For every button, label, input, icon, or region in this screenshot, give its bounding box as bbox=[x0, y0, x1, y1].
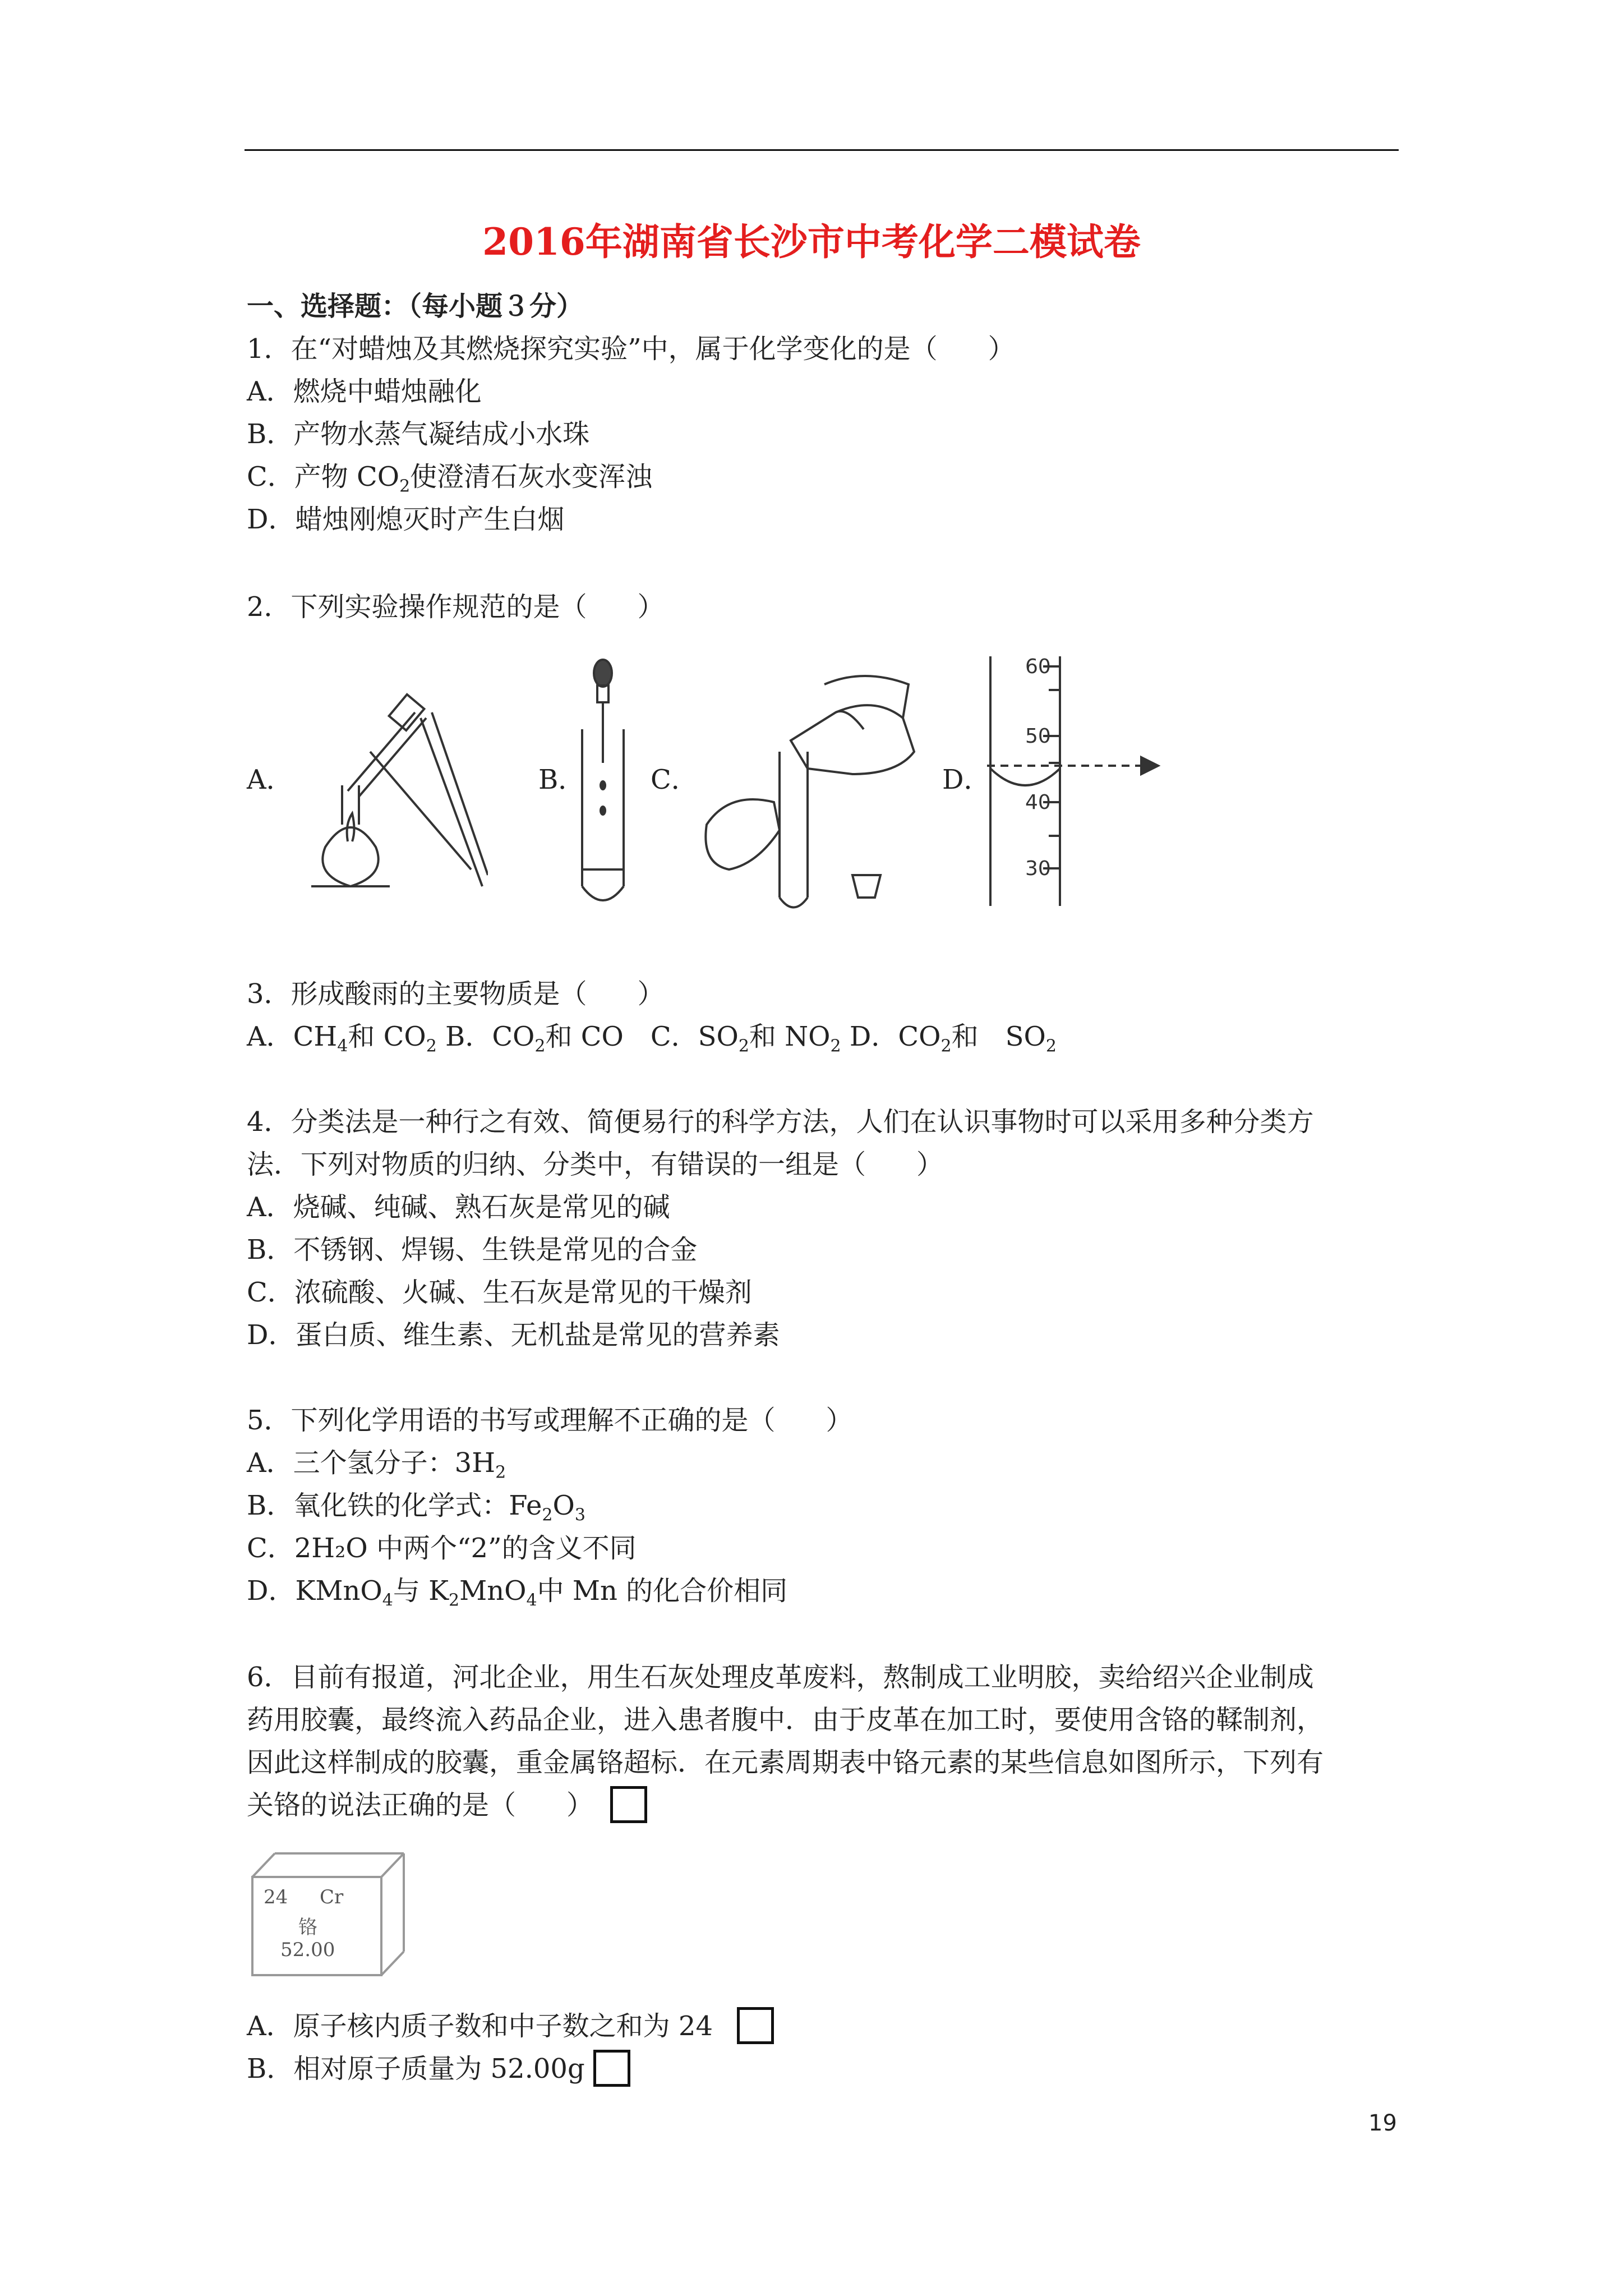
element-atomic-mass: 52.00 bbox=[280, 1939, 335, 1961]
question-6-stem-line-4: 关铬的说法正确的是（ ） bbox=[247, 1789, 594, 1821]
question-5-option-a: A．三个氢分子：$3H_2$ bbox=[247, 1447, 506, 1483]
question-1-option-c: C．产物 $CO_2$使澄清石灰水变浑浊 bbox=[247, 461, 653, 496]
question-6-stem-line-3: 因此这样制成的胶囊，重金属铬超标．在元素周期表中铬元素的某些信息如图所示，下列有 bbox=[247, 1747, 1324, 1778]
pouring-liquid-figure bbox=[695, 662, 920, 914]
question-2-label-b: B． bbox=[538, 764, 585, 795]
cylinder-tick-60: 60 bbox=[1025, 655, 1051, 678]
header-rule bbox=[245, 149, 1399, 151]
heating-test-tube-figure bbox=[303, 679, 488, 898]
question-3-stem: 3．形成酸雨的主要物质是（ ） bbox=[247, 978, 665, 1010]
page-number: 19 bbox=[1368, 2110, 1397, 2136]
section-heading: 一、选择题：（每小题３分） bbox=[247, 291, 584, 322]
question-6-option-a: A．原子核内质子数和中子数之和为 24 bbox=[247, 2010, 713, 2042]
question-2-stem: 2．下列实验操作规范的是（ ） bbox=[247, 591, 665, 623]
element-symbol: Cr bbox=[320, 1886, 344, 1908]
question-4-option-d: D．蛋白质、维生素、无机盐是常见的营养素 bbox=[247, 1319, 780, 1351]
question-4-stem-line-1: 4．分类法是一种行之有效、简便易行的科学方法，人们在认识事物时可以采用多种分类方 bbox=[247, 1106, 1314, 1138]
question-1-option-b: B．产物水蒸气凝结成小水珠 bbox=[247, 418, 590, 450]
element-atomic-number: 24 bbox=[264, 1886, 288, 1908]
question-2-label-a: A． bbox=[247, 764, 293, 795]
graduated-cylinder-figure bbox=[987, 651, 1172, 909]
question-1-stem: 1．在“对蜡烛及其燃烧探究实验”中，属于化学变化的是（ ） bbox=[247, 333, 1015, 365]
question-2-label-d: D． bbox=[942, 764, 991, 795]
cylinder-tick-50: 50 bbox=[1025, 725, 1051, 748]
question-5-option-b: B．氧化铁的化学式：$Fe_2O_3$ bbox=[247, 1490, 585, 1525]
question-1-option-d: D．蜡烛刚熄灭时产生白烟 bbox=[247, 504, 565, 535]
cylinder-tick-40: 40 bbox=[1025, 791, 1051, 814]
question-4-option-c: C．浓硫酸、火碱、生石灰是常见的干燥剂 bbox=[247, 1277, 752, 1308]
question-3-options: A．$CH_4$和 $CO_2$ B．$CO_2$和 CO C．$SO_2$和 $NO_2$ D．$CO_2$和 $SO_2$ bbox=[247, 1021, 1057, 1056]
dropper-test-tube-figure bbox=[572, 651, 634, 909]
question-6-option-b: B．相对原子质量为 52.00g bbox=[247, 2053, 585, 2085]
question-5-option-d: D．KMnO$_4$与 $K_2MnO_4$中 Mn 的化合价相同 bbox=[247, 1575, 788, 1611]
page-title: 2016年湖南省长沙市中考化学二模试卷 bbox=[482, 220, 1141, 264]
question-6-stem-line-1: 6．目前有报道，河北企业，用生石灰处理皮革废料，熬制成工业明胶，卖给绍兴企业制成 bbox=[247, 1662, 1314, 1693]
cylinder-tick-30: 30 bbox=[1025, 857, 1051, 880]
question-4-option-b: B．不锈钢、焊锡、生铁是常见的合金 bbox=[247, 1234, 698, 1266]
question-5-option-c: C．2H₂O 中两个“2”的含义不同 bbox=[247, 1533, 637, 1564]
answer-checkbox[interactable] bbox=[610, 1786, 647, 1823]
question-4-stem-line-2: 法．下列对物质的归纳、分类中，有错误的一组是（ ） bbox=[247, 1149, 944, 1180]
question-5-stem: 5．下列化学用语的书写或理解不正确的是（ ） bbox=[247, 1405, 853, 1436]
question-4-option-a: A．烧碱、纯碱、熟石灰是常见的碱 bbox=[247, 1191, 670, 1223]
question-1-option-a: A．燃烧中蜡烛融化 bbox=[247, 376, 482, 407]
element-tile-figure bbox=[247, 1849, 409, 1978]
option-b-checkbox[interactable] bbox=[593, 2050, 630, 2087]
option-a-checkbox[interactable] bbox=[737, 2007, 774, 2044]
question-2-label-c: C． bbox=[651, 764, 698, 795]
element-name: 铬 bbox=[298, 1916, 317, 1939]
question-6-stem-line-2: 药用胶囊，最终流入药品企业，进入患者腹中．由于皮革在加工时，要使用含铬的鞣制剂， bbox=[247, 1704, 1324, 1736]
